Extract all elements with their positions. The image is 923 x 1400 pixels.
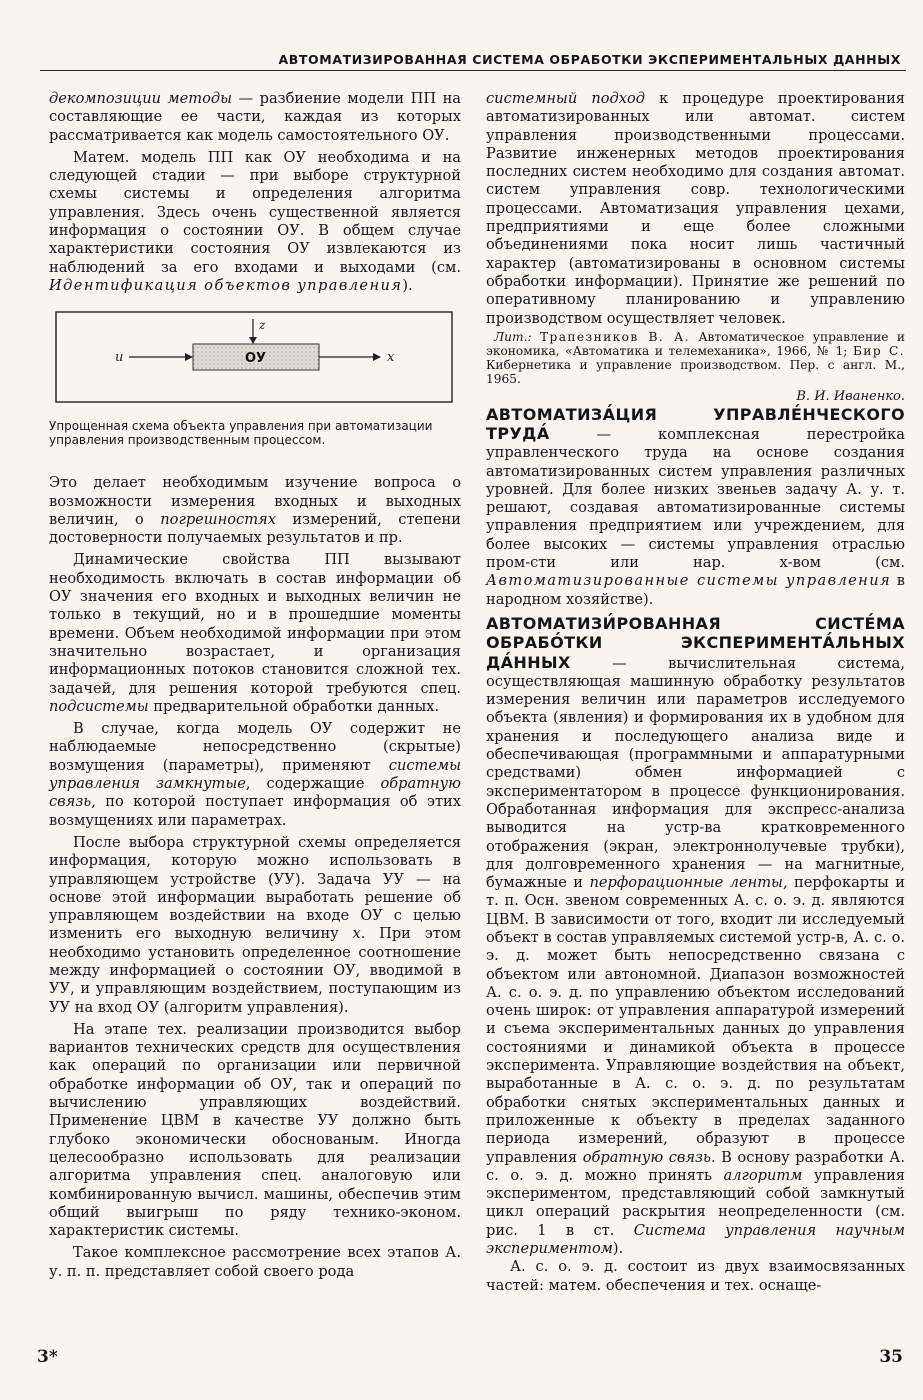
ref-asu: Автоматизированные системы управления bbox=[486, 572, 892, 590]
header-rule bbox=[40, 70, 906, 71]
signature-mark: 3* bbox=[37, 1347, 58, 1367]
literature-list: Лит.: Трапезников В. А. Автоматическое управление и экономика, «Автоматика и телемеханика», 1966, № 1; Бир С. Кибернетика и управление производством. Пер. с англ. М., 1965. bbox=[486, 329, 905, 387]
paragraph-decomposition: декомпозиции методы — разбиение модели ПП на составляющие ее части, каждая из которых рассматривается как модель самостоятельного ОУ. bbox=[49, 90, 461, 144]
figure-spacer bbox=[49, 447, 461, 474]
input-label: u bbox=[115, 350, 124, 366]
disturbance-label: z bbox=[259, 318, 266, 333]
paragraph-measurement: Это делает необходимым изучение вопроса о возможности измерения входных и выходных величин, о погрешностях измерений, степени достоверности получаемых результатов и пр. bbox=[49, 474, 461, 547]
output-label: x bbox=[387, 350, 395, 366]
ref-feedback: обратную связь bbox=[49, 775, 461, 811]
left-column bbox=[49, 90, 461, 1281]
literature-label: Лит.: bbox=[494, 329, 532, 344]
paragraph-hidden-disturbances: В случае, когда модель ОУ содержит не наблюдаемые непосредственно (скрытые) возмущения (параметры), применяют системы управления замкнутые, содержащие обратную связь, по которой поступает информация об этих возмущениях или параметрах. bbox=[49, 720, 461, 829]
ref-perforation-tapes: перфорационные ленты bbox=[589, 874, 783, 892]
ref-identification: Идентификация объектов управления bbox=[49, 276, 403, 294]
entry-experimental-data: АВТОМАТИЗИ́РОВАННАЯ СИСТЕ́МА ОБРАБО́ТКИ ЭКСПЕРИМЕНТА́ЛЬНЫХ ДА́ННЫХ — вычислительная система, осуществляющая машинную обработку результатов измерения величин или параметров исследуемого объекта (явления) и формирования их в удобном для хранения и последующего анализа виде и обеспечивающая (программными и аппаратурными средствами) обмен информацией с экспериментатором в процессе функционирования. Обработанная информация для экспресс-анализа выводится на устр-ва кратковременного отображения (экран, электроннолучевые трубки), для долговременного хранения — на магнитные, бумажные и перфорационные ленты, перфокарты и т. п. Осн. звеном современных А. с. о. э. д. являются ЦВМ. В зависимости от того, входит ли исследуемый объект в состав управляемых системой устр-в, А. с. о. э. д. может быть непосредственно связана с объектом или автономной. Диапазон возможностей А. с. о. э. д. по управлению объектом исследований очень широк: от управления аппаратурой измерений и съема экспериментальных данных до управления состояниями и динамикой объекта в процессе эксперимента. Управляющие воздействия на объект, выработанные в А. с. о. э. д. по результатам обработки снятых экспериментальных данных и приложенные к объекту в пределах заданного периода измерений, образуют в процессе управления обратную связь. В основу разработки А. с. о. э. д. можно принять алгоритм управления экспериментом, представляющий собой замкнутый цикл операций раскрытия неопределенности (см. рис. 1 в ст. Система управления научным экспериментом). bbox=[486, 613, 905, 1258]
figure-caption: Упрощенная схема объекта управления при автоматизации управления производственным процессом. bbox=[49, 419, 433, 448]
disturbance-arrowhead bbox=[249, 337, 257, 344]
control-object-figure bbox=[49, 311, 461, 447]
paragraph-complex-review: Такое комплексное рассмотрение всех этапов А. у. п. п. представляет собой своего рода bbox=[49, 1244, 461, 1280]
running-header-title: АВТОМАТИЗИРОВАННАЯ СИСТЕМА ОБРАБОТКИ ЭКСПЕРИМЕНТАЛЬНЫХ ДАННЫХ bbox=[278, 52, 901, 67]
ref-algorithm: алгоритм bbox=[723, 1166, 803, 1184]
paragraph-two-parts: А. с. о. э. д. состоит из двух взаимосвязанных частей: матем. обеспечения и тех. оснаще- bbox=[486, 1258, 905, 1294]
input-arrowhead bbox=[185, 353, 193, 361]
term-decomposition: декомпозиции методы bbox=[49, 90, 233, 107]
paragraph-dynamics: Динамические свойства ПП вызывают необходимость включать в состав информации об ОУ значения его входных и выходных величин не только в текущий, но и в прошедшие моменты времени. Объем необходимой информации при этом значительно возрастает, и организация информационных потоков становится сложной тех. задачей, для решения которой требуются спец. подсистемы предварительной обработки данных. bbox=[49, 551, 461, 715]
literature-author-1: Трапезников В. А. bbox=[540, 329, 690, 344]
paragraph-math-model: Матем. модель ПП как ОУ необходима и на следующей стадии — при выборе структурной схемы системы и определения алгоритма управления. Здесь очень существенной является информация о состоянии ОУ. В общем случае характеристики состояния ОУ извлекаются из наблюдений за его входами и выходами (см. Идентификация объектов управления). bbox=[49, 148, 461, 294]
ref-subsystems: подсистемы bbox=[49, 697, 149, 715]
paragraph-implementation: На этапе тех. реализации производится выбор вариантов технических средств для осуществления как операций по организации или первичной обработке информации об ОУ, так и операций по вычислению управляющих воздействий. Применение ЦВМ в качестве УУ должно быть глубоко экономически обоснованым. Иногда целесообразно использовать для реализации алгоритма управления спец. аналоговую или комбинированную вычисл. машины, обеспечив этим общий выигрыш по ряду технико-эконом. характеристик системы. bbox=[49, 1020, 461, 1240]
entry-management-labor: АВТОМАТИЗА́ЦИЯ УПРАВЛЕ́НЧЕСКОГО ТРУДА́ — комплексная перестройка управленческого труда на основе создания автоматизированных систем управления различных уровней. Для более низких звеньев задачу А. у. т. решают, создавая автоматизированные системы управления предприятием или учреждением, для более высоких — системы управления отраслью пром-сти или нар. х-вом (см. Автоматизированные системы управления в народном хозяйстве). bbox=[486, 404, 905, 608]
paragraph-system-approach: системный подход к процедуре проектирования автоматизированных или автомат. систем управления производственными процессами. Развитие инженерных методов проектирования последних систем необходимо для создания автомат. систем управления совр. технологическими процессами. Автоматизация управления цехами, предприятиями и еще более сложными объединениями пока носит лишь частичный характер (автоматизированы в основном системы обработки информации). Принятие же решений по оперативному планированию и управлению производством осуществляет человек. bbox=[486, 90, 905, 327]
entry-experimental-data-term: АВТОМАТИЗИ́РОВАННАЯ СИСТЕ́МА ОБРАБО́ТКИ ЭКСПЕРИМЕНТА́ЛЬНЫХ ДА́ННЫХ bbox=[486, 613, 905, 672]
ref-closed-systems: системы управления замкнутые bbox=[49, 756, 461, 793]
ref-feedback-2: обратную связь bbox=[582, 1148, 711, 1166]
paragraph-control-device: После выбора структурной схемы определяется информация, которую можно использовать в управляющем устройстве (УУ). Задача УУ — на основе этой информации выработать решение об управляющем воздействии на входе ОУ с целью изменить его выходную величину x. При этом необходимо установить определенное соотношение между информацией о состоянии ОУ, вводимой в УУ, и управляющим воздействием, поступающим из УУ на вход ОУ (алгоритм управления). bbox=[49, 833, 461, 1016]
box-label: ОУ bbox=[245, 351, 267, 367]
page-number: 35 bbox=[879, 1347, 903, 1367]
article-author: В. И. Иваненко. bbox=[796, 388, 905, 404]
right-column bbox=[486, 90, 905, 1295]
ref-scientific-experiment: Система управления научным экспериментом bbox=[486, 1221, 905, 1258]
block-diagram bbox=[49, 311, 461, 411]
output-arrowhead bbox=[373, 353, 381, 361]
ref-errors: погрешностях bbox=[160, 510, 276, 528]
entry-management-labor-term: АВТОМАТИЗА́ЦИЯ УПРАВЛЕ́НЧЕСКОГО ТРУДА́ bbox=[486, 404, 905, 443]
variable-x: x bbox=[352, 925, 361, 943]
ref-system-approach: системный подход bbox=[486, 90, 646, 107]
literature-author-2: Бир С. bbox=[852, 344, 905, 359]
